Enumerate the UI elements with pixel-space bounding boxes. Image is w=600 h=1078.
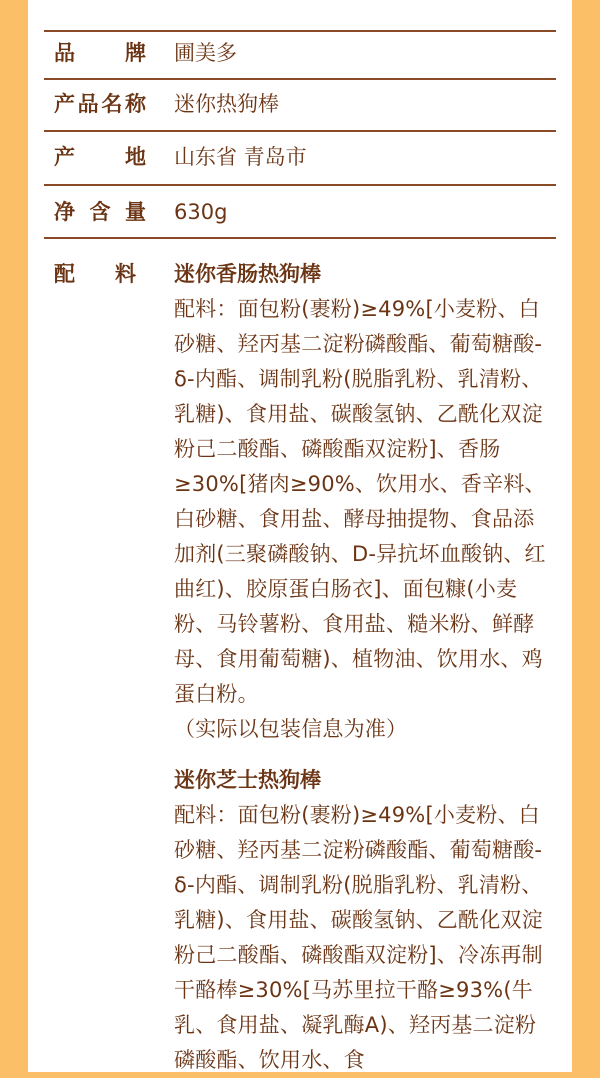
row-value: 迷你热狗棒 — [174, 92, 279, 116]
product-title: 迷你芝士热狗棒 — [174, 768, 321, 792]
row-value: 山东省 青岛市 — [174, 145, 307, 169]
divider — [44, 30, 556, 32]
divider — [44, 78, 556, 80]
row-value: 630g — [174, 200, 228, 224]
ingredient-text: 配料：面包粉(裹粉)≥49%[小麦粉、白砂糖、羟丙基二淀粉磷酸酯、葡萄糖酸-δ-内酯、调制乳粉(脱脂乳粉、乳清粉、乳糖)、食用盐、碳酸氢钠、乙酰化双淀粉己二酸酯、磷酸酯双淀粉]、冷冻再制干酪棒≥30%[马苏里拉干酪≥93%(牛乳、食用盐、凝乳酶A)、羟丙基二淀粉磷酸酯、饮用水、食 — [174, 803, 543, 1072]
divider — [44, 130, 556, 132]
ingredient-block-sausage — [174, 260, 550, 746]
divider — [44, 237, 556, 239]
row-label: 产 地 — [54, 145, 146, 169]
row-label: 净 含 量 — [54, 200, 146, 224]
row-label: 品 牌 — [54, 41, 146, 65]
spec-sheet — [28, 0, 572, 1072]
row-value: 圃美多 — [174, 41, 237, 65]
product-title: 迷你香肠热狗棒 — [174, 262, 321, 286]
divider — [44, 184, 556, 186]
row-label: 配 料 — [54, 262, 136, 286]
ingredient-text: 配料：面包粉(裹粉)≥49%[小麦粉、白砂糖、羟丙基二淀粉磷酸酯、葡萄糖酸-δ-内酯、调制乳粉(脱脂乳粉、乳清粉、乳糖)、食用盐、碳酸氢钠、乙酰化双淀粉己二酸酯、磷酸酯双淀粉]、香肠≥30%[猪肉≥90%、饮用水、香辛料、白砂糖、食用盐、酵母抽提物、食品添加剂(三聚磷酸钠、D-异抗坏血酸钠、红曲红)、胶原蛋白肠衣]、面包糠(小麦粉、马铃薯粉、食用盐、糙米粉、鲜酵母、食用葡萄糖)、植物油、饮用水、鸡蛋白粉。 — [174, 297, 546, 706]
row-label: 产 品 名 称 — [54, 92, 146, 116]
disclaimer-note: （实际以包装信息为准） — [174, 717, 408, 741]
ingredient-block-cheese — [174, 766, 550, 1078]
